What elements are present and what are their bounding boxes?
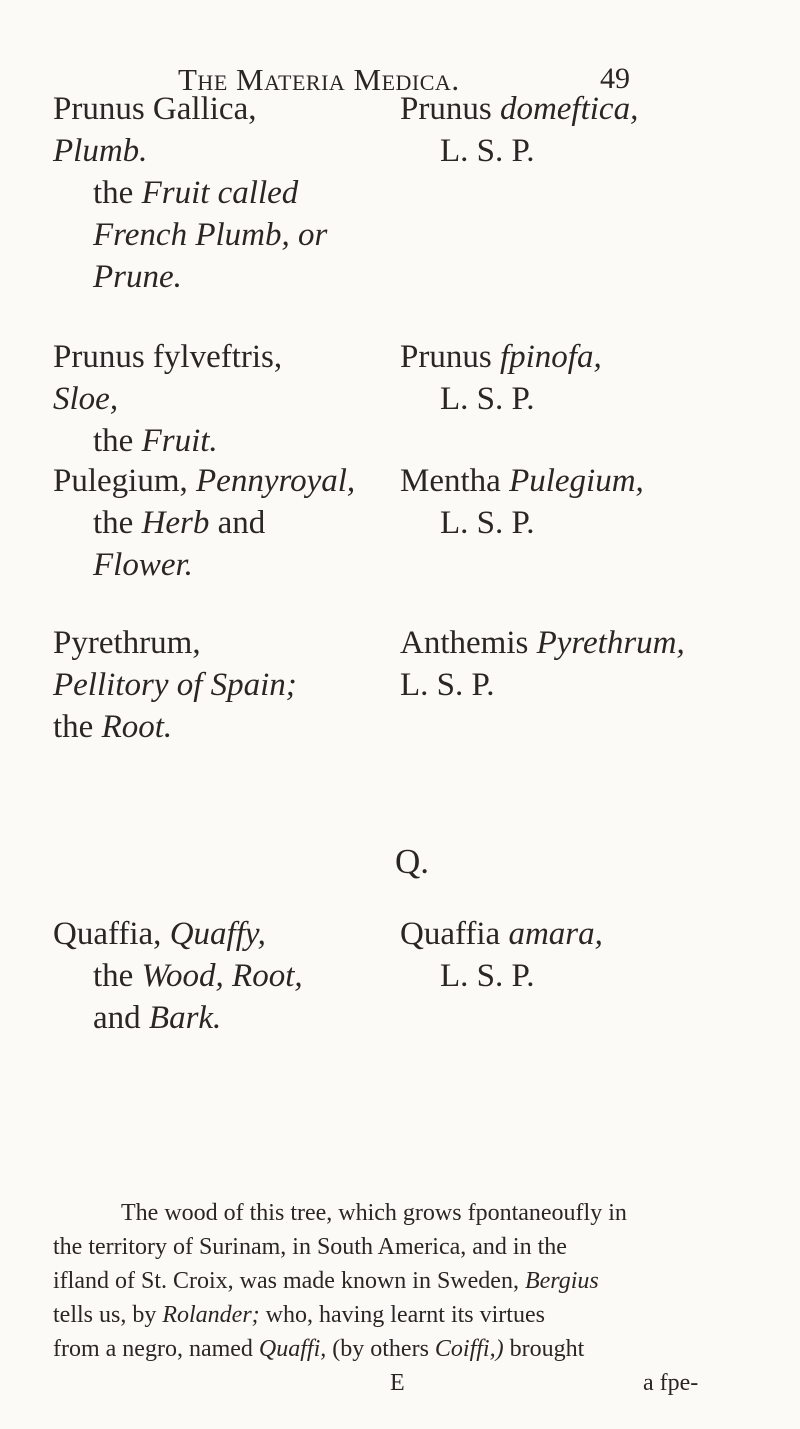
signature-mark: E	[390, 1370, 405, 1396]
entry-text: Prunus	[400, 91, 500, 127]
entry-text: Pellitory of Spain;	[53, 667, 297, 703]
entry-prunus-sylvestris-common	[53, 336, 282, 462]
entry-text: Flower.	[93, 547, 193, 583]
entry-text: Herb	[141, 505, 210, 541]
entry-text: Wood, Root,	[141, 958, 303, 994]
entry-text: amara,	[508, 916, 603, 952]
paragraph-line: the territory of Surinam, in South America, and in the	[53, 1234, 567, 1260]
paragraph-text: Bergius	[524, 1268, 599, 1294]
paragraph-text: from a negro, named	[53, 1336, 253, 1362]
entry-text: Root.	[101, 709, 173, 745]
entry-text: and	[209, 505, 266, 541]
section-letter-q: Q.	[395, 842, 430, 881]
paragraph-line	[53, 1332, 743, 1366]
entry-text: Quaffy,	[169, 916, 266, 952]
entry-text: Plumb.	[53, 133, 148, 169]
entry-text: Fruit called	[141, 175, 299, 211]
entry-text: the	[93, 175, 142, 211]
paragraph-text: Quaffi,	[258, 1336, 327, 1362]
entry-text: L. S. P.	[440, 958, 535, 994]
running-title: The Materia Medica.	[178, 62, 460, 97]
paragraph-line	[53, 1298, 743, 1332]
entry-anthemis-pyrethrum-linnaean	[400, 622, 685, 706]
entry-text: Pyrethrum,	[536, 625, 685, 661]
catchword: a fpe-	[643, 1370, 699, 1396]
entry-text: the	[53, 709, 102, 745]
paragraph-text: brought	[509, 1336, 585, 1362]
paragraph-line: The wood of this tree, which grows fpontaneoufly in	[121, 1200, 627, 1226]
entry-text: French Plumb, or	[93, 217, 328, 253]
entry-mentha-pulegium-linnaean	[400, 460, 644, 544]
entry-text: Prune.	[93, 259, 182, 295]
entry-text: the	[93, 958, 142, 994]
entry-prunus-domestica-linnaean	[400, 88, 638, 172]
entry-text: Pennyroyal,	[196, 463, 356, 499]
entry-text: the	[93, 423, 142, 459]
entry-text: fpinofa,	[499, 339, 602, 375]
entry-text: Prunus fylveftris,	[53, 339, 283, 375]
paragraph-text: ifland of St. Croix, was made known in Sweden,	[53, 1268, 519, 1294]
entry-text: Quaffia	[400, 916, 509, 952]
entry-prunus-spinosa-linnaean	[400, 336, 602, 420]
entry-text: Quaffia,	[53, 916, 170, 952]
entry-text: Fruit.	[141, 423, 218, 459]
entry-text: Bark.	[148, 1000, 222, 1036]
entry-text: Prunus	[400, 339, 500, 375]
page-number: 49	[600, 62, 630, 95]
paragraph-line	[53, 1264, 743, 1298]
entry-quassia-common	[53, 913, 303, 1039]
entry-text: L. S. P.	[440, 505, 535, 541]
entry-prunus-gallica-common	[53, 88, 327, 298]
footer-line	[0, 1370, 800, 1404]
entry-pulegium-common	[53, 460, 355, 586]
entry-text: the	[93, 505, 142, 541]
entry-text: Mentha	[400, 463, 510, 499]
paragraph-text: (by others	[332, 1336, 429, 1362]
entry-text: Pulegium,	[509, 463, 644, 499]
paragraph-text: Rolander;	[162, 1302, 260, 1328]
paragraph-text: tells us, by	[53, 1302, 157, 1328]
entry-text: Prunus Gallica,	[53, 91, 257, 127]
entry-text: Anthemis	[400, 625, 537, 661]
entry-text: domeftica,	[499, 91, 639, 127]
entry-text: L. S. P.	[440, 381, 535, 417]
entry-text: L. S. P.	[440, 133, 535, 169]
entry-text: Pulegium,	[53, 463, 197, 499]
entry-pyrethrum-common	[53, 622, 297, 748]
entry-text: Sloe,	[53, 381, 119, 417]
entry-quassia-amara-linnaean	[400, 913, 603, 997]
entry-text: L. S. P.	[400, 667, 495, 703]
entry-text: and	[93, 1000, 149, 1036]
paragraph-text: Coiffi,)	[434, 1336, 504, 1362]
paragraph-text: who, having learnt its virtues	[265, 1302, 545, 1328]
entry-text: Pyrethrum,	[53, 625, 201, 661]
quassia-description-paragraph	[53, 1196, 743, 1366]
